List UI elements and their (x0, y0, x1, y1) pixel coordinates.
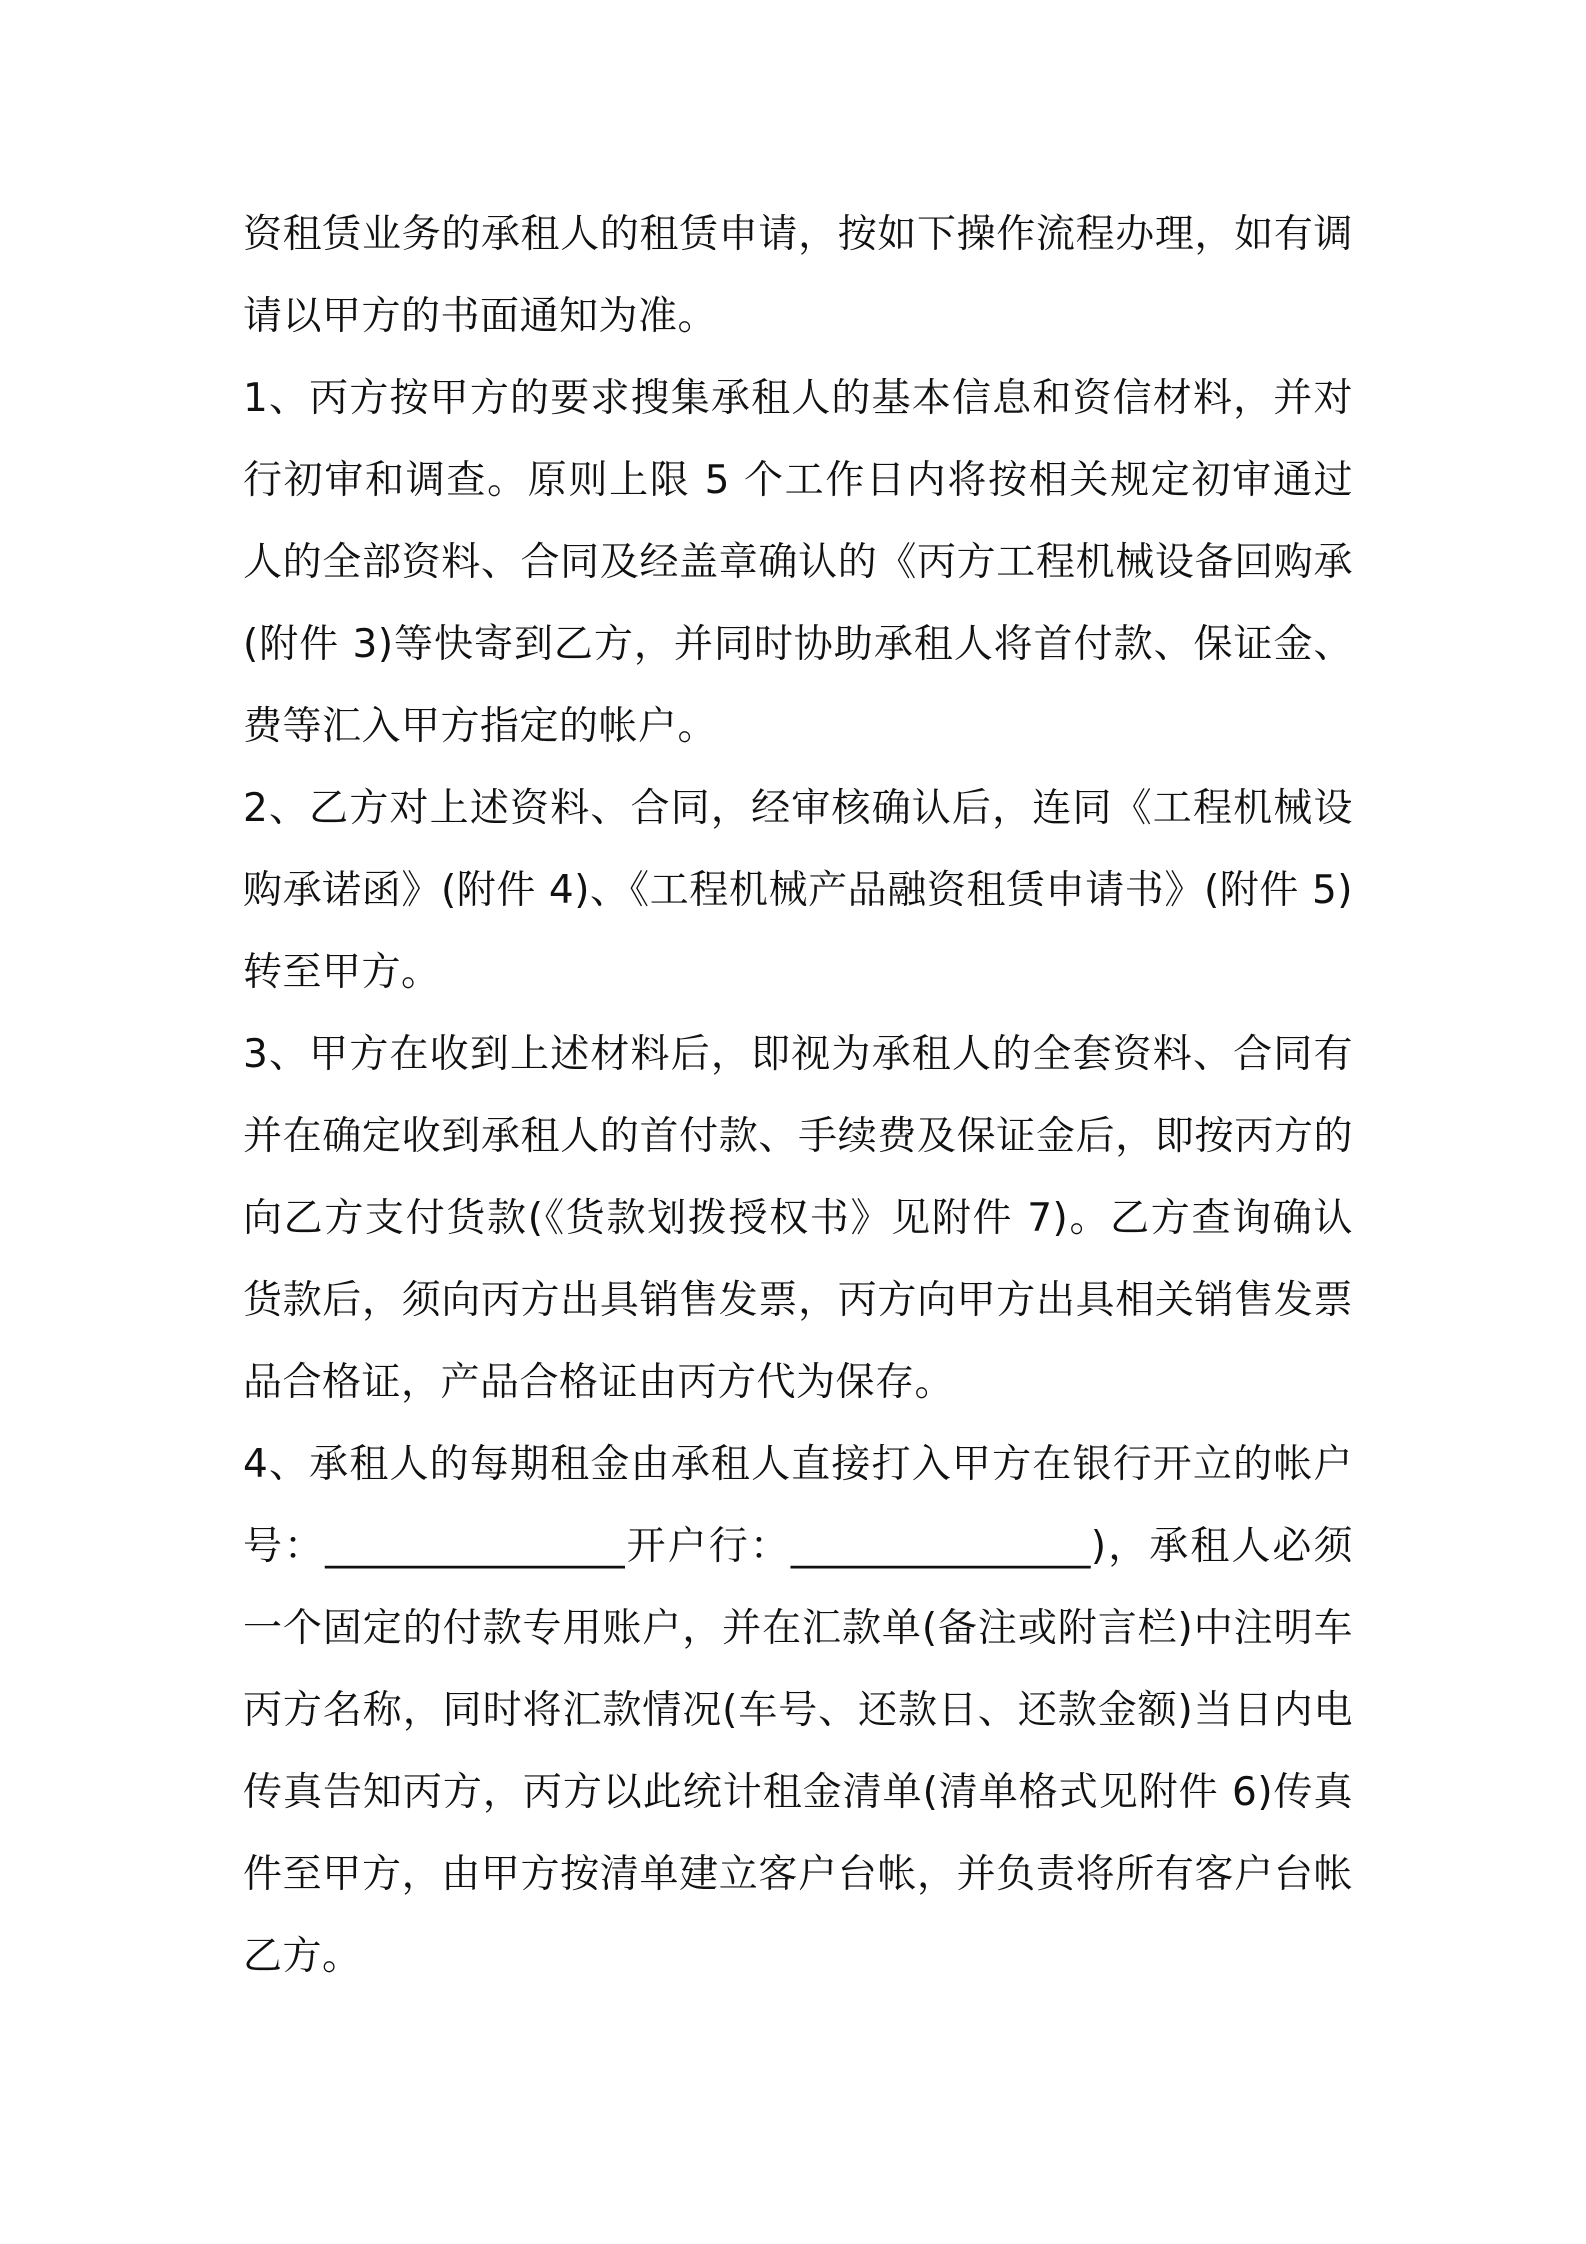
text-line: 号：_______________开户行：_______________)，承租人必须 (243, 1524, 1353, 1569)
text-line: 一个固定的付款专用账户，并在汇款单(备注或附言栏)中注明车 (243, 1606, 1353, 1651)
text-line: 1、丙方按甲方的要求搜集承租人的基本信息和资信材料，并对 (243, 376, 1353, 421)
text-line: 人的全部资料、合同及经盖章确认的《丙方工程机械设备回购承 (243, 540, 1353, 585)
text-line: 乙方。 (243, 1934, 362, 1979)
text-line: 向乙方支付货款(《货款划拨授权书》见附件 7)。乙方查询确认 (243, 1196, 1353, 1241)
text-line: 3、甲方在收到上述材料后，即视为承租人的全套资料、合同有 (243, 1032, 1353, 1077)
text-line: 并在确定收到承租人的首付款、手续费及保证金后，即按丙方的 (243, 1114, 1353, 1159)
text-line: 请以甲方的书面通知为准。 (243, 294, 718, 339)
text-line: 品合格证，产品合格证由丙方代为保存。 (243, 1360, 955, 1405)
text-line: 货款后，须向丙方出具销售发票，丙方向甲方出具相关销售发票 (243, 1278, 1353, 1323)
text-line: 行初审和调查。原则上限 5 个工作日内将按相关规定初审通过 (243, 458, 1353, 503)
text-line: 4、承租人的每期租金由承租人直接打入甲方在银行开立的帐户 (243, 1442, 1353, 1487)
text-line: 件至甲方，由甲方按清单建立客户台帐，并负责将所有客户台帐 (243, 1852, 1353, 1897)
text-line: 丙方名称，同时将汇款情况(车号、还款日、还款金额)当日内电 (243, 1688, 1353, 1733)
document-body (243, 194, 1353, 1998)
text-line: 转至甲方。 (243, 950, 441, 995)
text-line: 传真告知丙方，丙方以此统计租金清单(清单格式见附件 6)传真 (243, 1770, 1353, 1815)
text-line: 2、乙方对上述资料、合同，经审核确认后，连同《工程机械设 (243, 786, 1353, 831)
text-line: 购承诺函》(附件 4)、《工程机械产品融资租赁申请书》(附件 5) (243, 868, 1353, 913)
text-line: 资租赁业务的承租人的租赁申请，按如下操作流程办理，如有调 (243, 212, 1353, 257)
text-line: 费等汇入甲方指定的帐户。 (243, 704, 718, 749)
text-line: (附件 3)等快寄到乙方，并同时协助承租人将首付款、保证金、 (243, 622, 1353, 667)
